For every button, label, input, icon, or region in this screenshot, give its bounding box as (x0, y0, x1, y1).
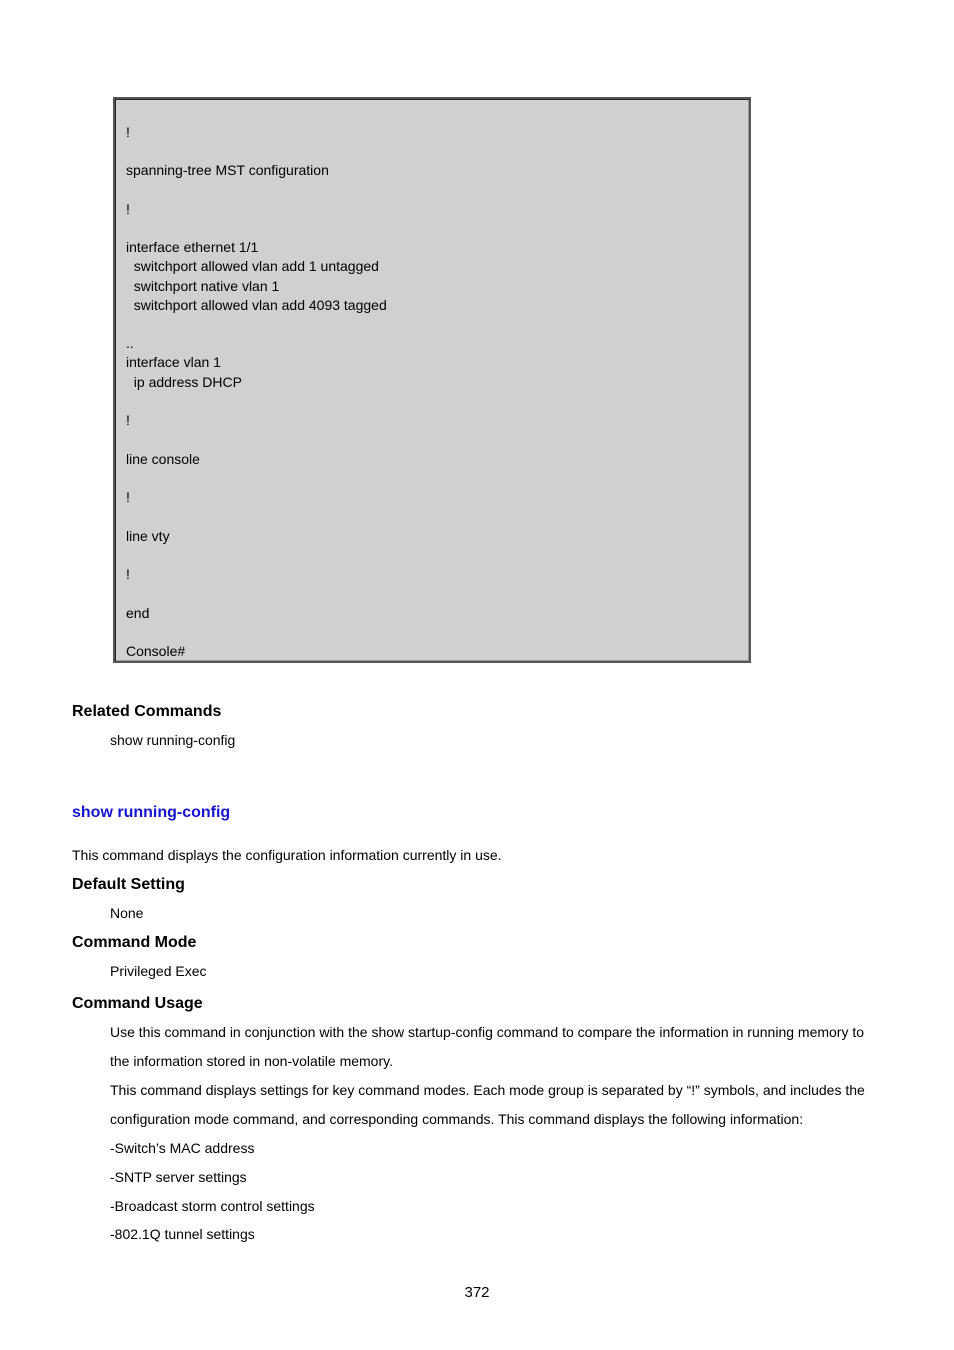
command-mode-heading: Command Mode (72, 934, 197, 951)
command-usage-line: -Switch’s MAC address (110, 1140, 255, 1156)
code-line: ! (126, 201, 130, 217)
section-title[interactable]: show running-config (72, 804, 231, 821)
command-usage-heading: Command Usage (72, 995, 203, 1012)
command-usage-line: the information stored in non-volatile memory. (110, 1053, 393, 1069)
code-line: Console# (126, 643, 186, 659)
code-line: ! (126, 124, 130, 140)
code-line: ! (126, 566, 130, 582)
code-line: ip address DHCP (126, 374, 242, 390)
default-setting-value: None (110, 905, 144, 921)
code-line: interface vlan 1 (126, 354, 221, 370)
section-description: This command displays the configuration information currently in use. (72, 847, 502, 863)
code-line: switchport allowed vlan add 1 untagged (126, 258, 379, 274)
command-mode-value: Privileged Exec (110, 963, 207, 979)
code-line: spanning-tree MST configuration (126, 162, 329, 178)
code-line: interface ethernet 1/1 (126, 239, 259, 255)
related-command-item: show running-config (110, 732, 236, 748)
command-usage-line: -SNTP server settings (110, 1169, 247, 1185)
code-line: switchport allowed vlan add 4093 tagged (126, 297, 387, 313)
code-line: ! (126, 412, 130, 428)
config-code-block (113, 97, 751, 663)
command-usage-line: Use this command in conjunction with the show startup-config command to compare the information in running memory to (110, 1024, 865, 1040)
command-usage-line: -Broadcast storm control settings (110, 1198, 315, 1214)
default-setting-heading: Default Setting (72, 876, 185, 893)
code-line: .. (126, 335, 134, 351)
code-line: line vty (126, 528, 170, 544)
command-usage-line: This command displays settings for key command modes. Each mode group is separated by “!” symbols, and includes the (110, 1082, 865, 1098)
command-usage-line: -802.1Q tunnel settings (110, 1226, 255, 1242)
page-number: 372 (464, 1284, 490, 1301)
code-line: line console (126, 451, 200, 467)
code-line: switchport native vlan 1 (126, 278, 280, 294)
code-line: ! (126, 489, 130, 505)
code-line: end (126, 605, 150, 621)
related-commands-heading: Related Commands (72, 703, 222, 720)
command-usage-line: configuration mode command, and corresponding commands. This command displays the following information: (110, 1111, 804, 1127)
